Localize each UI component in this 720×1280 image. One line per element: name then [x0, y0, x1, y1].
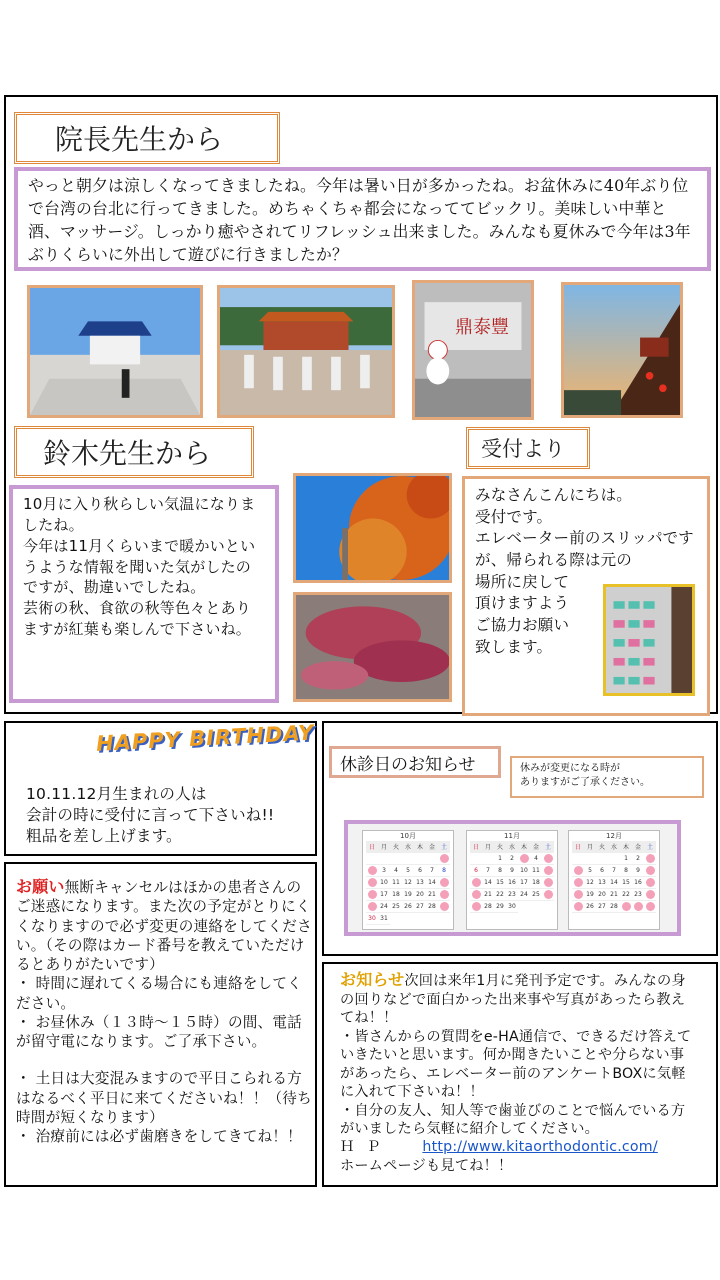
holidays-note: 休みが変更になる時が ありますがご了承ください。 [520, 763, 650, 788]
calendar-day: 12 [402, 877, 414, 889]
closed-day-marker [574, 890, 583, 899]
calendar-day: 19 [402, 889, 414, 901]
request-body [16, 876, 312, 1146]
holidays-heading: 休診日のお知らせ [340, 754, 476, 775]
notice-item-referral: ・自分の友人、知人等で歯並びのことで悩んでいる方がいましたら気軽に紹介してください。 [340, 1102, 686, 1137]
calendar-day: 21 [608, 889, 620, 901]
birthday-banner: HAPPY BIRTHDAY [95, 720, 315, 756]
calendar-blank [414, 853, 426, 865]
closed-day-marker [368, 902, 377, 911]
closed-day-marker [574, 902, 583, 911]
calendar-day-closed [542, 889, 554, 901]
photo-honor-guard [217, 285, 395, 418]
closed-day-marker [646, 854, 655, 863]
calendar-day: 13 [414, 877, 426, 889]
calendar-weekday: 木 [518, 841, 530, 853]
suzuki-heading: 鈴木先生から [43, 437, 212, 470]
calendar-day: 16 [506, 877, 518, 889]
calendar-day: 17 [378, 889, 390, 901]
calendar-blank [378, 853, 390, 865]
calendar-weekday: 水 [608, 841, 620, 853]
calendar-grid [363, 841, 453, 925]
photo-memorial-hall [27, 285, 203, 418]
calendar-day: 28 [608, 901, 620, 913]
calendar-blank [366, 853, 378, 865]
calendar-weekday: 火 [596, 841, 608, 853]
calendar-day: 23 [632, 889, 644, 901]
calendar-day-closed [572, 865, 584, 877]
calendar-day: 4 [390, 865, 402, 877]
closed-day-marker [368, 866, 377, 875]
director-heading: 院長先生から [55, 123, 224, 156]
calendar-day: 28 [426, 901, 438, 913]
director-heading-box [14, 112, 280, 164]
calendar-day-closed [518, 853, 530, 865]
calendar-weekday: 火 [494, 841, 506, 853]
calendar-day: 20 [414, 889, 426, 901]
calendar-month [362, 830, 454, 930]
calendar-day: 6 [596, 865, 608, 877]
photo-autumn-leaves [293, 473, 452, 583]
calendar-day: 17 [518, 877, 530, 889]
calendar-day: 18 [530, 877, 542, 889]
calendar-day: 30 [366, 913, 378, 925]
calendar-day: 18 [390, 889, 402, 901]
calendar-weekday: 木 [414, 841, 426, 853]
closed-day-marker [646, 878, 655, 887]
closed-day-marker [574, 878, 583, 887]
suzuki-message: 10月に入り秋らしい気温になりましたね。 今年は11月くらいまで暖かいというような情報を聞いた気がしたのですが、勘違いでしたね。 芸術の秋、食欲の秋等色々とありますが紅葉も楽しんで下さいね。 [23, 495, 256, 639]
calendar-day: 16 [632, 877, 644, 889]
calendar-day-closed [542, 865, 554, 877]
calendar-day: 3 [378, 865, 390, 877]
calendar-day: 21 [426, 889, 438, 901]
calendar-day-closed [438, 901, 450, 913]
calendar-blank [596, 853, 608, 865]
calendar-day: 27 [596, 901, 608, 913]
calendar-weekday: 土 [644, 841, 656, 853]
closed-day-marker [440, 890, 449, 899]
calendar-day: 27 [414, 901, 426, 913]
calendar-day-closed [572, 901, 584, 913]
calendar-day: 19 [584, 889, 596, 901]
calendar-day-closed [366, 865, 378, 877]
request-item-weekend: ・ 土日は大変混みますので平日こられる方はなるべく平日に来てくださいね！！（待ち時間が短くなります） [16, 1070, 312, 1126]
calendar-day: 9 [506, 865, 518, 877]
calendar-blank [584, 853, 596, 865]
calendar-blank [426, 853, 438, 865]
calendar-weekday: 金 [632, 841, 644, 853]
calendar-day: 20 [596, 889, 608, 901]
calendar-day-closed [542, 853, 554, 865]
closed-day-marker [544, 878, 553, 887]
calendar-day: 23 [506, 889, 518, 901]
calendar-day-closed [470, 901, 482, 913]
request-intro: 無断キャンセルはほかの患者さんのご迷惑になります。また次の予定がとりにくくなりますので必ず変更の連絡をしてください。（その際はカード番号を教えていただけるとありがたいです） [16, 879, 312, 973]
calendar-month [568, 830, 660, 930]
calendar-weekday: 木 [620, 841, 632, 853]
calendar-blank [482, 853, 494, 865]
calendar-blank [402, 853, 414, 865]
closed-day-marker [646, 890, 655, 899]
calendar-day: 5 [584, 865, 596, 877]
calendar-day: 15 [620, 877, 632, 889]
calendar-day: 21 [482, 889, 494, 901]
closed-day-marker [440, 854, 449, 863]
calendar-blank [390, 853, 402, 865]
calendar-day-closed [572, 889, 584, 901]
calendar-day: 11 [530, 865, 542, 877]
calendar-day-closed [470, 889, 482, 901]
calendar-day: 30 [506, 901, 518, 913]
photo-jiufen [561, 282, 683, 418]
closed-day-marker [544, 854, 553, 863]
calendar-day: 15 [494, 877, 506, 889]
calendar-weekday: 日 [366, 841, 378, 853]
request-item-lunch: ・ お昼休み（１３時～１５時）の間、電話が留守電になります。ご了承下さい。 [16, 1013, 302, 1050]
director-message-box [14, 167, 711, 271]
photo-maple-branches [293, 592, 452, 702]
request-item-brushing: ・ 治療前には必ず歯磨きをしてきてね！！ [16, 1128, 302, 1145]
calendar-day-closed [366, 901, 378, 913]
calendar-blank [608, 853, 620, 865]
calendar-day: 10 [518, 865, 530, 877]
calendar-day-closed [438, 877, 450, 889]
calendar-day-closed [644, 865, 656, 877]
calendar-day: 13 [596, 877, 608, 889]
photo-slippers [603, 584, 695, 696]
calendar-day: 22 [494, 889, 506, 901]
calendar-day-closed [632, 901, 644, 913]
calendar-day: 26 [584, 901, 596, 913]
calendar-weekday: 火 [390, 841, 402, 853]
notice-hp-label: ＨＰ [340, 1139, 393, 1156]
calendar-day-closed [620, 901, 632, 913]
calendar-day-closed [366, 889, 378, 901]
calendar-day: 14 [608, 877, 620, 889]
calendar-month-name: 11月 [504, 832, 520, 840]
calendar-day: 25 [390, 901, 402, 913]
closed-day-marker [544, 866, 553, 875]
calendar-day-closed [438, 889, 450, 901]
calendar-day: 29 [494, 901, 506, 913]
calendar-weekday: 月 [482, 841, 494, 853]
director-message: やっと朝夕は涼しくなってきましたね。今年は暑い日が多かったね。お盆休みに40年ぶり位で台湾の台北に行ってきました。めちゃくちゃ都会になっててビックリ。美味しい中華と酒、マッサージ。しっかり癒やされてリフレッシュ出来ました。みんなも夏休みで今年は3年ぶりくらいに外出して遊びに行きましたか？ [28, 176, 691, 264]
suzuki-heading-box [14, 426, 254, 478]
calendar-day: 6 [470, 865, 482, 877]
calendar-day: 1 [620, 853, 632, 865]
calendar-day-closed [644, 877, 656, 889]
calendar-month-name: 10月 [400, 832, 416, 840]
calendar-day: 4 [530, 853, 542, 865]
calendar-day: 24 [378, 901, 390, 913]
calendar-day-closed [470, 877, 482, 889]
reception-heading-box [466, 427, 590, 469]
calendar-weekday: 月 [584, 841, 596, 853]
calendar-day: 2 [632, 853, 644, 865]
calendar-day: 6 [414, 865, 426, 877]
birthday-message: 10.11.12月生まれの人は 会計の時に受付に言って下さいね!!粗品を差し上げます。 [26, 785, 275, 845]
closed-day-marker [472, 890, 481, 899]
calendar-day: 12 [584, 877, 596, 889]
closed-day-marker [646, 866, 655, 875]
calendar-month [466, 830, 558, 930]
calendar-weekday: 月 [378, 841, 390, 853]
calendar-day: 31 [378, 913, 390, 925]
reception-heading: 受付より [481, 437, 565, 461]
calendar-day-closed [572, 877, 584, 889]
closed-day-marker [646, 902, 655, 911]
suzuki-message-box [9, 485, 279, 703]
calendar-day: 11 [390, 877, 402, 889]
calendar-day: 14 [482, 877, 494, 889]
calendar-day: 1 [494, 853, 506, 865]
closed-day-marker [544, 890, 553, 899]
holidays-heading-box [329, 746, 501, 778]
calendar-day: 26 [402, 901, 414, 913]
notice-footer: ホームページも見てね！！ [340, 1157, 513, 1174]
closed-day-marker [634, 902, 643, 911]
request-label: お願い [16, 877, 65, 896]
calendar-month-name: 12月 [606, 832, 622, 840]
calendar-weekday: 水 [506, 841, 518, 853]
holiday-calendar [344, 820, 681, 936]
calendar-day: 7 [482, 865, 494, 877]
notice-intro: 次回は来年1月に発刊予定です。みんなの身の回りなどで面白かった出来事や写真があったら教えてね！！ [340, 973, 686, 1027]
calendar-weekday: 日 [470, 841, 482, 853]
calendar-day: 28 [482, 901, 494, 913]
calendar-day: 7 [426, 865, 438, 877]
calendar-day-closed [542, 877, 554, 889]
closed-day-marker [368, 878, 377, 887]
calendar-day-closed [644, 853, 656, 865]
calendar-weekday: 土 [438, 841, 450, 853]
request-item-late: ・ 時間に遅れてくる場合にも連絡をしてください。 [16, 975, 302, 1012]
closed-day-marker [440, 902, 449, 911]
calendar-day-closed [438, 853, 450, 865]
calendar-weekday: 日 [572, 841, 584, 853]
photo-restaurant-sign [412, 280, 534, 420]
calendar-day: 8 [438, 865, 450, 877]
notice-label: お知らせ [340, 970, 405, 989]
calendar-day-closed [644, 901, 656, 913]
closed-day-marker [368, 890, 377, 899]
calendar-day: 25 [530, 889, 542, 901]
calendar-day: 22 [620, 889, 632, 901]
closed-day-marker [520, 854, 529, 863]
calendar-day: 14 [426, 877, 438, 889]
calendar-blank [572, 853, 584, 865]
calendar-blank [470, 853, 482, 865]
calendar-day: 10 [378, 877, 390, 889]
calendar-weekday: 金 [426, 841, 438, 853]
calendar-grid [569, 841, 659, 913]
calendar-day: 5 [402, 865, 414, 877]
closed-day-marker [574, 866, 583, 875]
calendar-day: 24 [518, 889, 530, 901]
closed-day-marker [440, 878, 449, 887]
closed-day-marker [622, 902, 631, 911]
homepage-link[interactable]: http://www.kitaorthodontic.com/ [422, 1139, 658, 1156]
calendar-day-closed [366, 877, 378, 889]
closed-day-marker [472, 878, 481, 887]
closed-day-marker [472, 902, 481, 911]
calendar-day: 9 [632, 865, 644, 877]
calendar-day-closed [644, 889, 656, 901]
notice-item-questions: ・皆さんからの質問をe-HA通信で、できるだけ答えていきたいと思います。何か聞きたいことや分らない事があったら、エレベーター前のアンケートBOXに気軽に入れて下さいね！！ [340, 1028, 692, 1101]
calendar-weekday: 水 [402, 841, 414, 853]
restaurant-logo-text: 鼎泰豐 [455, 317, 509, 338]
calendar-day: 8 [620, 865, 632, 877]
calendar-day: 7 [608, 865, 620, 877]
notice-body [340, 970, 698, 1175]
reception-message-top: みなさんこんにちは。 受付です。 エレベーター前のスリッパですが、帰られる際は元の [475, 486, 694, 570]
calendar-day: 2 [506, 853, 518, 865]
reception-message-side: 場所に戻して 頂けますよう ご協力お願い 致します。 [475, 572, 570, 656]
calendar-grid [467, 841, 557, 913]
calendar-weekday: 土 [542, 841, 554, 853]
calendar-day: 8 [494, 865, 506, 877]
calendar-weekday: 金 [530, 841, 542, 853]
holidays-note-box [510, 756, 704, 798]
